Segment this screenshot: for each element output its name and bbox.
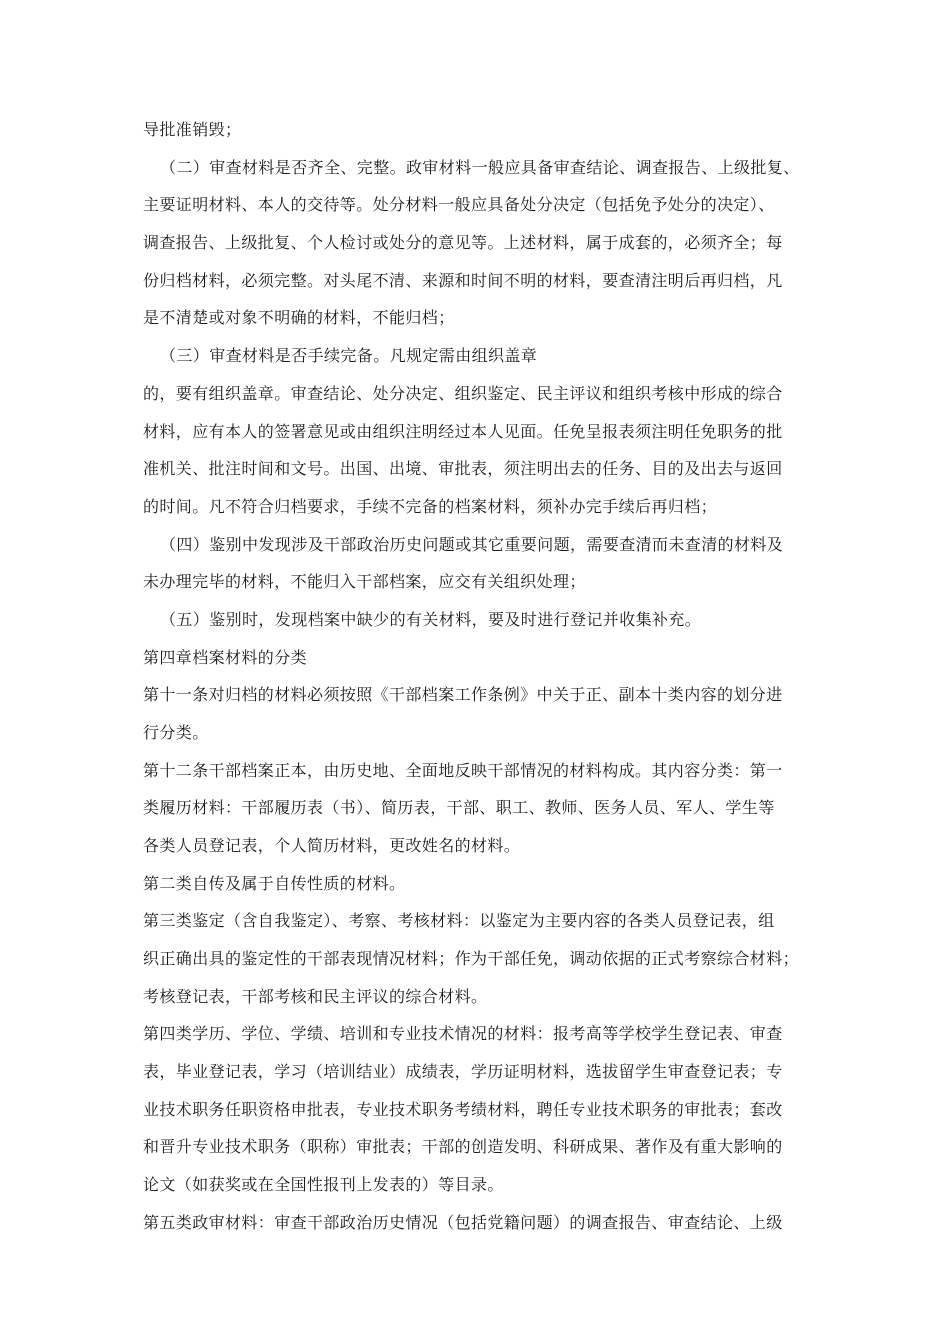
text-line: 类履历材料：干部履历表（书）、简历表，干部、职工、教师、医务人员、军人、学生等	[143, 798, 775, 817]
text-line: 第四类学历、学位、学绩、培训和专业技术情况的材料：报考高等学校学生登记表、审查	[143, 1024, 783, 1043]
text-line: （五）鉴别时，发现档案中缺少的有关材料，要及时进行登记并收集补充。	[160, 610, 702, 629]
text-line: 未办理完毕的材料，不能归入干部档案，应交有关组织处理；	[143, 572, 586, 591]
text-line: 的时间。凡不符合归档要求，手续不完备的档案材料，须补办完手续后再归档；	[143, 497, 718, 516]
text-line: 考核登记表，干部考核和民主评议的综合材料。	[143, 987, 488, 1006]
text-line: （四）鉴别中发现涉及干部政治历史问题或其它重要问题，需要查清而未查清的材料及	[160, 535, 784, 554]
text-line: 表，毕业登记表，学习（培训结业）成绩表，学历证明材料，选拔留学生审查登记表；专	[143, 1062, 783, 1081]
text-line: 织正确出具的鉴定性的干部表现情况材料；作为干部任免，调动依据的正式考察综合材料；	[143, 949, 800, 968]
text-line: （三）审查材料是否手续完备。凡规定需由组织盖章	[160, 346, 538, 365]
text-line: 份归档材料，必须完整。对头尾不清、来源和时间不明的材料，要查清注明后再归档，凡	[143, 271, 783, 290]
text-line: 第十二条干部档案正本，由历史地、全面地反映干部情况的材料构成。其内容分类：第一	[143, 761, 783, 780]
text-line: 是不清楚或对象不明确的材料，不能归档；	[143, 308, 455, 327]
text-line: 导批准销毁；	[143, 120, 242, 139]
text-line: 各类人员登记表，个人简历材料，更改姓名的材料。	[143, 836, 521, 855]
text-line: 和晋升专业技术职务（职称）审批表；干部的创造发明、科研成果、著作及有重大影响的	[143, 1137, 783, 1156]
chapter-heading: 第四章档案材料的分类	[143, 648, 308, 667]
text-line: 行分类。	[143, 723, 209, 742]
text-line: 业技术职务任职资格申批表，专业技术职务考绩材料，聘任专业技术职务的审批表；套改	[143, 1100, 783, 1119]
text-line: 调查报告、上级批复、个人检讨或处分的意见等。上述材料，属于成套的，必须齐全；每	[143, 233, 783, 252]
text-line: 第十一条对归档的材料必须按照《干部档案工作条例》中关于正、副本十类内容的划分进	[143, 685, 783, 704]
text-line: 主要证明材料、本人的交待等。处分材料一般应具备处分决定（包括免予处分的决定）、	[143, 195, 775, 214]
text-line: 第二类自传及属于自传性质的材料。	[143, 874, 406, 893]
text-line: 论文（如获奖或在全国性报刊上发表的）等目录。	[143, 1175, 504, 1194]
text-line: 第五类政审材料：审查干部政治历史情况（包括党籍问题）的调查报告、审查结论、上级	[143, 1213, 783, 1232]
text-line: 第三类鉴定（含自我鉴定）、考察、考核材料：以鉴定为主要内容的各类人员登记表，组	[143, 911, 775, 930]
text-line: 材料，应有本人的签署意见或由组织注明经过本人见面。任免呈报表须注明任免职务的批	[143, 422, 783, 441]
text-line: （二）审查材料是否齐全、完整。政审材料一般应具备审查结论、调查报告、上级批复、	[160, 158, 800, 177]
text-line: 准机关、批注时间和文号。出国、出境、审批表，须注明出去的任务、目的及出去与返回	[143, 459, 783, 478]
text-line: 的，要有组织盖章。审查结论、处分决定、组织鉴定、民主评议和组织考核中形成的综合	[143, 384, 783, 403]
